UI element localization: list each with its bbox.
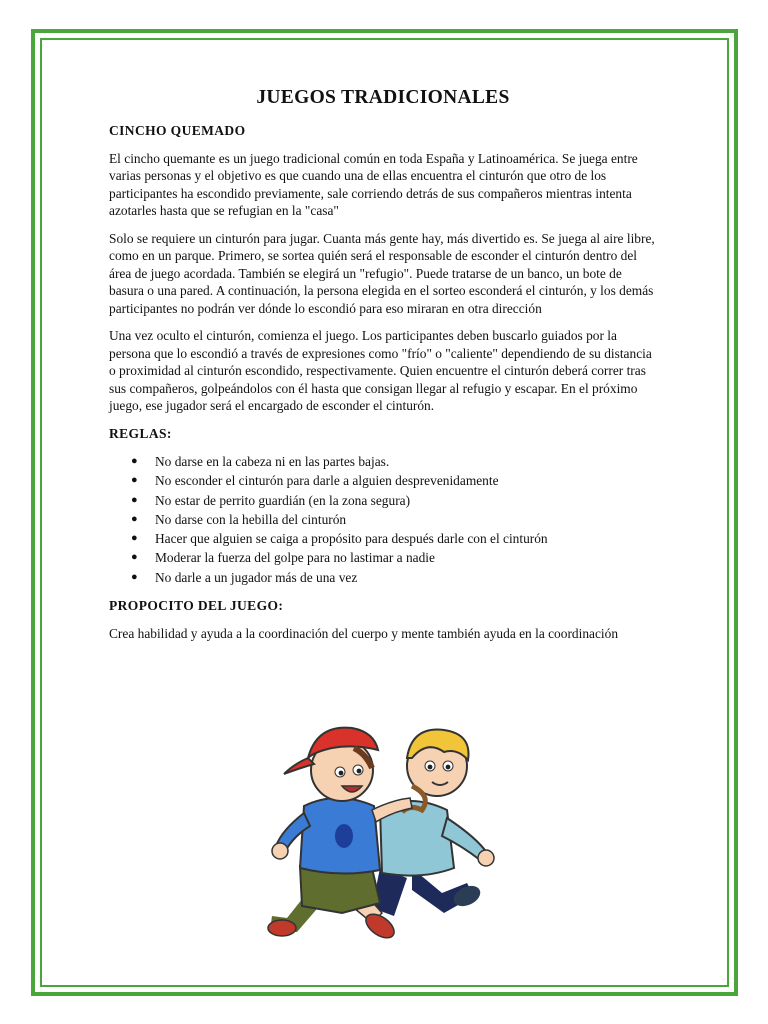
bullet-icon: ● bbox=[131, 532, 138, 545]
bullet-icon: ● bbox=[131, 512, 138, 525]
document-body bbox=[109, 86, 657, 652]
section-heading-cincho-quemado: CINCHO QUEMADO bbox=[109, 123, 246, 138]
paragraph-intro: El cincho quemante es un juego tradicional común en toda España y Latinoamérica. Se juega entre varias personas y el objetivo es que cuando una de ellas encuentra el cinturón que otro de los participantes ha escondido previamente, sale corriendo detrás de sus compañeros mientras intenta azotarles hasta que se refugian en la "casa" bbox=[109, 150, 638, 218]
bullet-icon: ● bbox=[131, 551, 138, 564]
rule-text: No darse con la hebilla del cinturón bbox=[155, 511, 347, 527]
document-title: JUEGOS TRADICIONALES bbox=[256, 87, 510, 108]
bullet-icon: ● bbox=[131, 570, 138, 583]
paragraph-setup: Solo se requiere un cinturón para jugar. Cuanta más gente hay, más divertido es. Se juega al aire libre, como en un parque. Primero, se sortea quién será el responsable de esconder el cinturón dentro del área de juego acordada. También se elegirá un "refugio". Puede tratarse de un banco, un bote de basura o una pared. A continuación, la persona elegida en el sorteo esconderá el cinturón, y los demás participantes no podrán ver dónde lo escondió para eso miraran en otra dirección bbox=[109, 230, 655, 316]
list-item bbox=[131, 548, 657, 567]
rules-list bbox=[109, 452, 657, 587]
bullet-icon: ● bbox=[131, 474, 138, 487]
section-heading-purpose: PROPOCITO DEL JUEGO: bbox=[109, 598, 284, 614]
paragraph-gameplay: Una vez oculto el cinturón, comienza el juego. Los participantes deben buscarlo guiados por la persona que lo escondió a través de expresiones como "frío" o "caliente" dependiendo de su distancia o proximidad al cinturón escondido, respectivamente. Quien encuentre el cinturón deberá correr tras sus compañeros, golpeándolos con él hasta que consigan llegar al refugio y escapar. En el próximo juego, ese jugador será el encargado de esconder el cinturón. bbox=[109, 328, 652, 413]
rule-text: Hacer que alguien se caiga a propósito para después darle con el cinturón bbox=[155, 531, 548, 547]
list-item bbox=[131, 529, 657, 548]
section-heading-rules: REGLAS: bbox=[109, 425, 172, 441]
rule-text: No darle a un jugador más de una vez bbox=[155, 569, 358, 585]
bullet-icon: ● bbox=[131, 493, 138, 506]
bullet-icon: ● bbox=[131, 455, 138, 467]
rule-text: No darse en la cabeza ni en las partes bajas. bbox=[155, 454, 390, 469]
running-kids-illustration bbox=[262, 718, 502, 954]
rule-text: Moderar la fuerza del golpe para no lastimar a nadie bbox=[155, 550, 435, 566]
list-item bbox=[131, 471, 657, 490]
paragraph-purpose: Crea habilidad y ayuda a la coordinación del cuerpo y mente también ayuda en la coordinación bbox=[109, 625, 619, 641]
rule-text: No esconder el cinturón para darle a alguien desprevenidamente bbox=[155, 473, 499, 489]
list-item bbox=[131, 568, 657, 587]
list-item bbox=[131, 510, 657, 529]
list-item bbox=[131, 491, 657, 510]
kid-blond bbox=[372, 730, 494, 916]
list-item bbox=[131, 452, 657, 471]
rule-text: No estar de perrito guardián (en la zona segura) bbox=[155, 492, 411, 508]
